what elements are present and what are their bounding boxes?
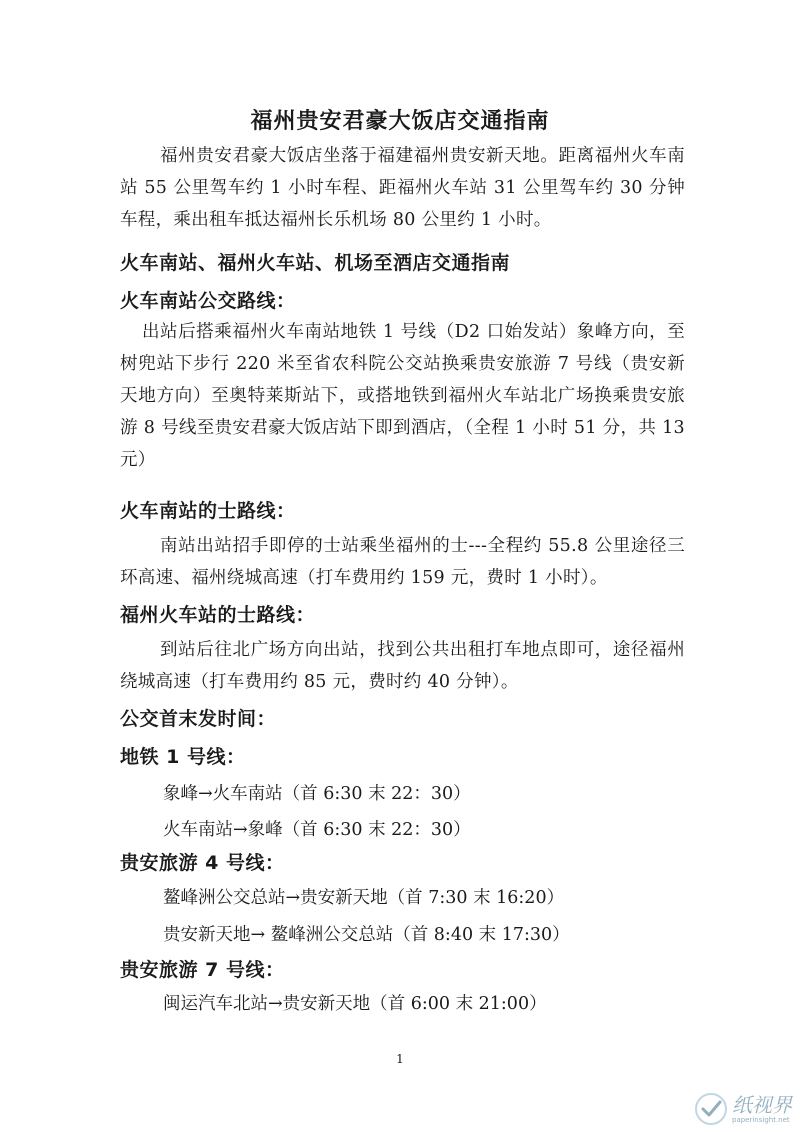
metro1-heading: 地铁 1 号线： (120, 746, 246, 768)
metro1-line-2: 火车南站→象峰（首 6:30 末 22：30） (163, 820, 471, 840)
south-bus-heading: 火车南站公交路线： (120, 290, 296, 312)
fz-taxi-text: 到站后往北广场方向出站，找到公共出租打车地点即可，途径福州绕城高速（打车费用约 85 元，费时约 40 分钟）。 (120, 640, 685, 692)
intro-paragraph: 福州贵安君豪大饭店坐落于福建福州贵安新天地。距离福州火车南站 55 公里驾车约 1 小时车程、距福州火车站 31 公里驾车约 30 分钟车程，乘出租车抵达福州长乐机场 80 公里约 1 小时。 (120, 146, 685, 230)
page-title: 福州贵安君豪大饭店交通指南 (250, 109, 550, 134)
tour7-line-1: 闽运汽车北站→贵安新天地（首 6:00 末 21:00） (163, 994, 547, 1014)
tour7-heading: 贵安旅游 7 号线： (120, 959, 285, 981)
fz-taxi-heading: 福州火车站的士路线： (120, 604, 316, 626)
schedule-heading: 公交首末发时间： (120, 708, 277, 730)
south-taxi-heading: 火车南站的士路线： (120, 500, 296, 522)
south-taxi-text: 南站出站招手即停的士站乘坐福州的士---全程约 55.8 公里途径三环高速、福州绕城高速（打车费用约 159 元，费时 1 小时）。 (120, 536, 685, 588)
tour4-line-2: 贵安新天地→ 鳌峰洲公交总站（首 8:40 末 17:30） (163, 925, 570, 945)
page-number: 1 (396, 1052, 404, 1066)
watermark (694, 1092, 792, 1126)
watermark-name: 纸视界 (732, 1093, 792, 1117)
tour4-line-1: 鳌峰洲公交总站→贵安新天地（首 7:30 末 16:20） (163, 888, 565, 908)
section-heading: 火车南站、福州火车站、机场至酒店交通指南 (120, 252, 511, 274)
metro1-line-1: 象峰→火车南站（首 6:30 末 22：30） (163, 784, 471, 804)
shield-check-icon (694, 1092, 728, 1126)
tour4-heading: 贵安旅游 4 号线： (120, 852, 285, 874)
south-bus-text: 出站后搭乘福州火车南站地铁 1 号线（D2 口始发站）象峰方向，至树兜站下步行 220 米至省农科院公交站换乘贵安旅游 7 号线（贵安新天地方向）至奥特莱斯站下，或搭地铁到福州火车站北广场换乘贵安旅游 8 号线至贵安君豪大饭店站下即到酒店，（全程 1 小时 51 分，共 13 元） (120, 322, 685, 470)
watermark-url: paperinsight.net (732, 1116, 790, 1124)
